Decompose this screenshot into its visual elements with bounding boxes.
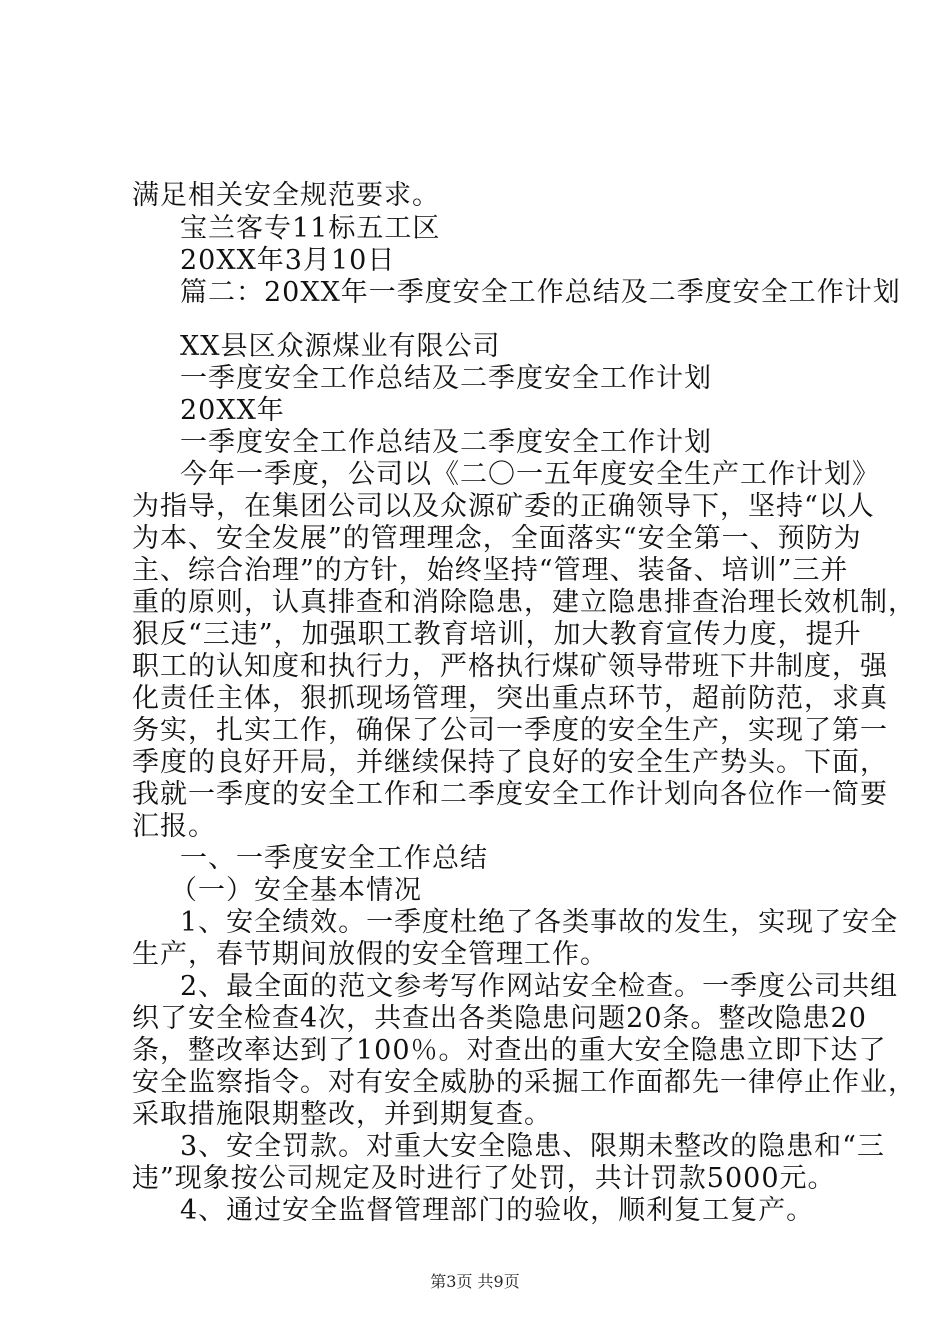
text-line: 重的原则，认真排查和消除隐患，建立隐患排查治理长效机制， bbox=[132, 587, 916, 618]
section-heading: 篇二：20XX年一季度安全工作总结及二季度安全工作计划 bbox=[180, 277, 901, 308]
text-line: 违”现象按公司规定及时进行了处罚，共计罚款5000元。 bbox=[132, 1163, 836, 1194]
page-number-footer: 第3页 共9页 bbox=[430, 1272, 520, 1291]
text-line: 20XX年3月10日 bbox=[180, 245, 396, 276]
text-line: 3、安全罚款。对重大安全隐患、限期未整改的隐患和“三 bbox=[180, 1131, 885, 1162]
text-line: 狠反“三违”，加强职工教育培训，加大教育宣传力度，提升 bbox=[132, 619, 862, 650]
text-line: 织了安全检查4次，共查出各类隐患问题20条。整改隐患20 bbox=[132, 1003, 867, 1034]
report-year: 20XX年 bbox=[180, 395, 285, 426]
text-line: 职工的认知度和执行力，严格执行煤矿领导带班下井制度，强 bbox=[132, 651, 888, 682]
text-line: 主、综合治理”的方针，始终坚持“管理、装备、培训”三并 bbox=[132, 555, 849, 586]
report-title: 一季度安全工作总结及二季度安全工作计划 bbox=[180, 427, 712, 458]
text-line: 生产，春节期间放假的安全管理工作。 bbox=[132, 939, 608, 970]
text-line: 汇报。 bbox=[132, 811, 216, 842]
report-title: 一季度安全工作总结及二季度安全工作计划 bbox=[180, 363, 712, 394]
text-line: 为指导，在集团公司以及众源矿委的正确领导下，坚持“以人 bbox=[132, 491, 875, 522]
text-line: 为本、安全发展”的管理理念，全面落实“安全第一、预防为 bbox=[132, 523, 862, 554]
text-line: 2、最全面的范文参考写作网站安全检查。一季度公司共组 bbox=[180, 971, 899, 1002]
text-line: 今年一季度，公司以《二〇一五年度安全生产工作计划》 bbox=[180, 459, 880, 490]
text-line: 季度的良好开局，并继续保持了良好的安全生产势头。下面， bbox=[132, 747, 888, 778]
subsection-heading: （一）安全基本情况 bbox=[170, 875, 422, 906]
company-name: XX县区众源煤业有限公司 bbox=[180, 331, 501, 362]
text-line: 务实，扎实工作，确保了公司一季度的安全生产，实现了第一 bbox=[132, 715, 888, 746]
text-line: 化责任主体，狠抓现场管理，突出重点环节，超前防范，求真 bbox=[132, 683, 888, 714]
text-line: 采取措施限期整改，并到期复查。 bbox=[132, 1099, 552, 1130]
text-line: 1、安全绩效。一季度杜绝了各类事故的发生，实现了安全 bbox=[180, 907, 899, 938]
text-line: 4、通过安全监督管理部门的验收，顺利复工复产。 bbox=[180, 1195, 815, 1226]
section-heading: 一、一季度安全工作总结 bbox=[180, 843, 488, 874]
text-line: 安全监察指令。对有安全威胁的采掘工作面都先一律停止作业， bbox=[132, 1067, 916, 1098]
text-line: 满足相关安全规范要求。 bbox=[132, 180, 440, 211]
text-line: 宝兰客专11标五工区 bbox=[180, 213, 441, 244]
text-line: 条，整改率达到了100％。对查出的重大安全隐患立即下达了 bbox=[132, 1035, 887, 1066]
text-line: 我就一季度的安全工作和二季度安全工作计划向各位作一简要 bbox=[132, 779, 888, 810]
